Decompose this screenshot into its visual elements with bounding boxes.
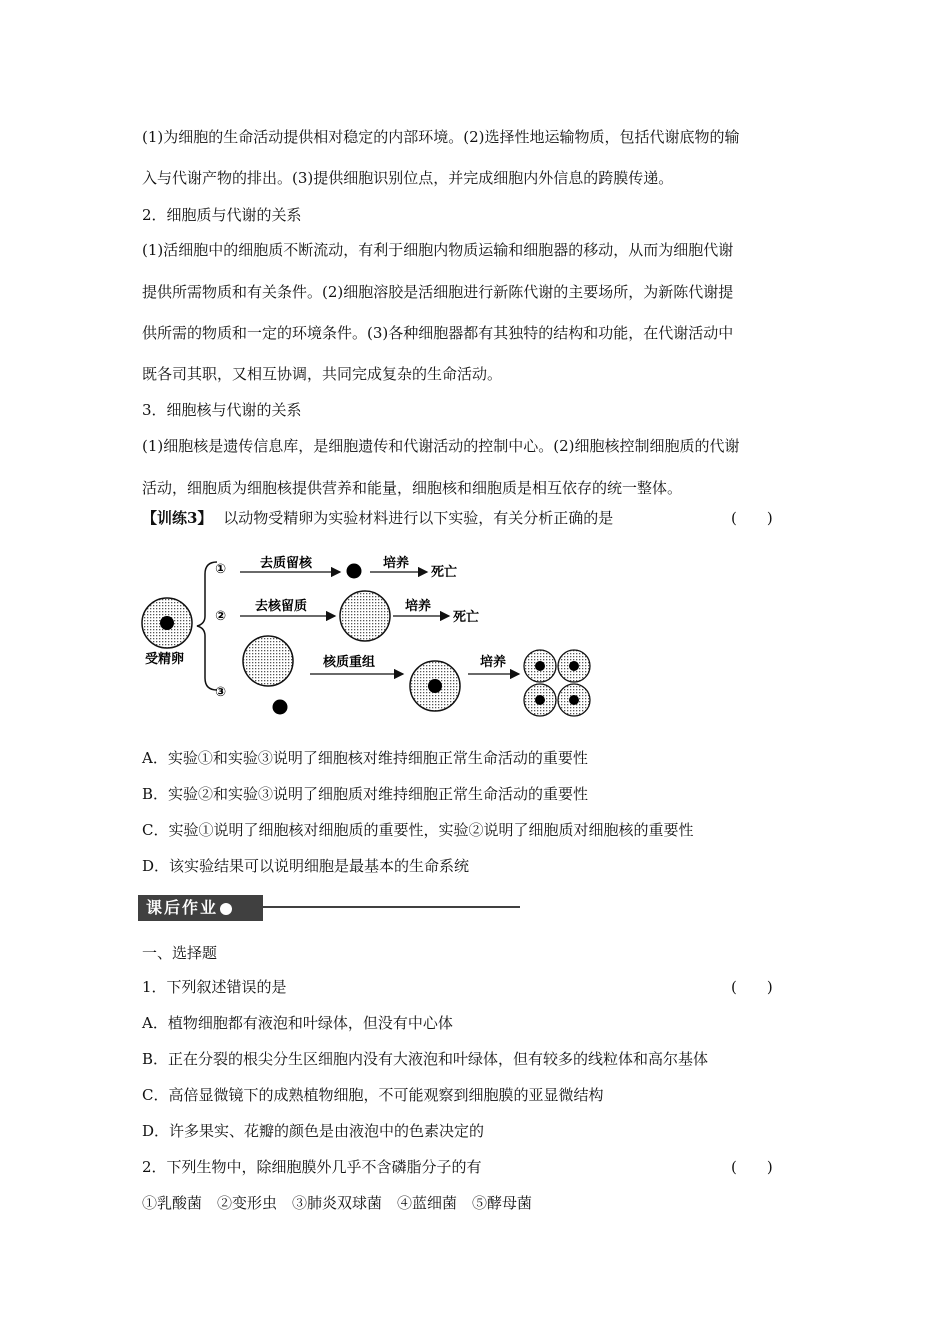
membrane-line-1: (1)为细胞的生命活动提供相对稳定的内部环境。(2)选择性地运输物质，包括代谢底物的输 bbox=[142, 128, 740, 146]
training-tag: 【训练3】 bbox=[142, 509, 213, 527]
q1-answer-paren: ( ) bbox=[731, 978, 773, 996]
training-option-c: C．实验①说明了细胞核对细胞质的重要性，实验②说明了细胞质对细胞核的重要性 bbox=[142, 821, 694, 839]
q2-answer-paren: ( ) bbox=[731, 1158, 773, 1176]
culture-label-2: 培养 bbox=[405, 599, 432, 614]
heading-nucleus: 3．细胞核与代谢的关系 bbox=[142, 401, 302, 419]
q1-option-a: A．植物细胞都有液泡和叶绿体，但没有中心体 bbox=[142, 1014, 453, 1032]
cytoplasm-only bbox=[340, 591, 390, 641]
death-label-2: 死亡 bbox=[453, 610, 480, 625]
banner-rule bbox=[260, 906, 520, 908]
training-option-b: B．实验②和实验③说明了细胞质对维持细胞正常生命活动的重要性 bbox=[142, 785, 589, 803]
training-option-d: D．该实验结果可以说明细胞是最基本的生命系统 bbox=[142, 857, 470, 875]
membrane-line-2: 入与代谢产物的排出。(3)提供细胞识别位点，并完成细胞内外信息的跨膜传递。 bbox=[142, 169, 674, 187]
mark-2: ② bbox=[215, 609, 227, 624]
step2-label: 去核留质 bbox=[255, 599, 308, 614]
nucleus-line-1: (1)细胞核是遗传信息库，是细胞遗传和代谢活动的控制中心。(2)细胞核控制细胞质的代谢 bbox=[142, 437, 740, 455]
q1-option-c: C．高倍显微镜下的成熟植物细胞，不可能观察到细胞膜的亚显微结构 bbox=[142, 1086, 604, 1104]
isolated-nucleus bbox=[273, 700, 288, 715]
training-question bbox=[142, 508, 613, 528]
heading-cytoplasm: 2．细胞质与代谢的关系 bbox=[142, 206, 302, 224]
training-answer-paren: ( ) bbox=[731, 509, 773, 527]
enucleated-cell bbox=[243, 636, 293, 686]
homework-banner-text: 课后作业 bbox=[146, 898, 219, 917]
brace bbox=[197, 562, 217, 690]
training-question-text: 以动物受精卵为实验材料进行以下实验，有关分析正确的是 bbox=[223, 509, 614, 527]
experiment-diagram bbox=[135, 548, 605, 723]
recombined-cell bbox=[410, 661, 460, 711]
culture-label-3: 培养 bbox=[480, 655, 507, 670]
homework-banner bbox=[138, 895, 263, 921]
nucleus-line-2: 活动，细胞质为细胞核提供营养和能量，细胞核和细胞质是相互依存的统一整体。 bbox=[142, 479, 683, 497]
cytoplasm-line-2: 提供所需物质和有关条件。(2)细胞溶胶是活细胞进行新陈代谢的主要场所，为新陈代谢提 bbox=[142, 283, 734, 301]
q1-option-b: B．正在分裂的根尖分生区细胞内没有大液泡和叶绿体，但有较多的线粒体和高尔基体 bbox=[142, 1050, 709, 1068]
mark-1: ① bbox=[215, 562, 227, 577]
step1-label: 去质留核 bbox=[260, 556, 313, 571]
egg-label: 受精卵 bbox=[145, 652, 185, 667]
q2-items: ①乳酸菌 ②变形虫 ③肺炎双球菌 ④蓝细菌 ⑤酵母菌 bbox=[142, 1194, 533, 1212]
fertilized-egg bbox=[142, 598, 192, 648]
nucleus-only bbox=[347, 564, 362, 579]
banner-dot-icon bbox=[220, 903, 232, 915]
culture-label-1: 培养 bbox=[383, 556, 410, 571]
cytoplasm-line-1: (1)活细胞中的细胞质不断流动，有利于细胞内物质运输和细胞器的移动，从而为细胞代谢 bbox=[142, 241, 734, 259]
cytoplasm-line-3: 供所需的物质和一定的环境条件。(3)各种细胞器都有其独特的结构和功能，在代谢活动中 bbox=[142, 324, 734, 342]
cytoplasm-line-4: 既各司其职，又相互协调，共同完成复杂的生命活动。 bbox=[142, 365, 503, 383]
q1-stem: 1．下列叙述错误的是 bbox=[142, 978, 287, 996]
q1-option-d: D．许多果实、花瓣的颜色是由液泡中的色素决定的 bbox=[142, 1122, 485, 1140]
part-title: 一、选择题 bbox=[142, 944, 218, 962]
mark-3: ③ bbox=[215, 685, 227, 700]
dividing-cells bbox=[524, 650, 590, 716]
death-label-1: 死亡 bbox=[431, 565, 458, 580]
step3-label: 核质重组 bbox=[323, 655, 376, 670]
training-option-a: A．实验①和实验③说明了细胞核对维持细胞正常生命活动的重要性 bbox=[142, 749, 588, 767]
q2-stem: 2．下列生物中，除细胞膜外几乎不含磷脂分子的有 bbox=[142, 1158, 482, 1176]
